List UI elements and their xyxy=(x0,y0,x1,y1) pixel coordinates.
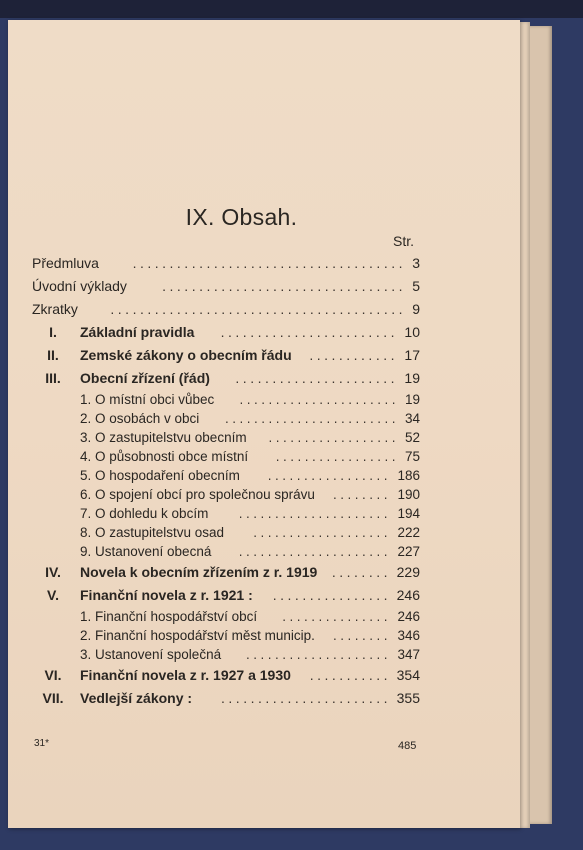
toc-entry-label: O působnosti obce místní xyxy=(95,449,249,464)
toc-entry-label: Předmluva xyxy=(32,255,99,271)
toc-entry xyxy=(32,447,420,466)
toc-entry-page: 246 xyxy=(396,587,420,603)
toc-leader-dots: ...................... xyxy=(239,392,399,407)
toc-entry-page: 75 xyxy=(404,449,420,464)
signature-mark: 31* xyxy=(34,738,50,749)
toc-entry xyxy=(32,561,420,584)
toc-entry-page: 186 xyxy=(397,468,420,483)
toc-entry-label: Finanční novela z r. 1921 : xyxy=(80,587,253,603)
toc-entry-label: O osobách v obci xyxy=(95,411,200,426)
toc-entry xyxy=(32,584,420,607)
toc-leader-dots: ..................... xyxy=(238,544,391,559)
toc-entry xyxy=(32,367,420,390)
toc-leader-dots: ..................................... xyxy=(132,255,406,271)
toc-chapter-number: IV. xyxy=(45,564,61,580)
toc-entry xyxy=(32,485,420,504)
toc-entry-label: O hospodaření obecním xyxy=(95,468,240,483)
toc-entry-page: 19 xyxy=(404,370,420,386)
toc-entry-page: 354 xyxy=(396,667,420,683)
toc-entry-page: 246 xyxy=(397,609,420,624)
toc-chapter-number: III. xyxy=(45,370,61,386)
toc-entry-page: 355 xyxy=(396,690,420,706)
page-title: IX. Obsah. xyxy=(185,204,298,230)
toc-entry-label: O místní obci vůbec xyxy=(95,392,215,407)
toc-entry xyxy=(32,626,420,645)
toc-section-number: 1. xyxy=(80,609,92,624)
toc-entry-page: 52 xyxy=(404,430,420,445)
toc-entry-page: 346 xyxy=(397,628,420,643)
toc-leader-dots: ........................ xyxy=(224,411,399,426)
toc-entry-label: Základní pravidla xyxy=(80,324,195,340)
toc-entry-page: 227 xyxy=(397,544,420,559)
toc-entry-label: Finanční hospodářství obcí xyxy=(95,609,258,624)
toc-entry-label: Finanční hospodářství měst municip. xyxy=(95,628,315,643)
toc-entry-page: 194 xyxy=(397,506,420,521)
toc-entry-label: O spojení obcí pro společnou správu xyxy=(95,487,315,502)
toc-section-number: 3. xyxy=(80,647,92,662)
toc-entry xyxy=(32,607,420,626)
toc-entry-page: 5 xyxy=(412,278,420,294)
toc-leader-dots: ................................. xyxy=(162,278,406,294)
toc-section-number: 2. xyxy=(80,628,92,643)
toc-section-number: 5. xyxy=(80,468,92,483)
toc-entry-page: 190 xyxy=(397,487,420,502)
toc-entry-label: Vedlejší zákony : xyxy=(80,690,193,706)
toc-leader-dots: ................... xyxy=(253,525,391,540)
toc-leader-dots: ................ xyxy=(272,587,391,603)
toc-leader-dots: ........... xyxy=(309,667,391,683)
toc-leader-dots: ........................................ xyxy=(110,301,406,317)
toc-entry xyxy=(32,390,420,409)
toc-chapter-number: II. xyxy=(47,347,59,363)
toc-entry xyxy=(32,298,420,321)
toc-entry-label: Ustanovení společná xyxy=(95,647,222,662)
toc-entry-page: 3 xyxy=(412,255,420,271)
toc-entry-label: Obecní zřízení (řád) xyxy=(80,370,210,386)
toc-entry xyxy=(32,466,420,485)
toc-leader-dots: .................... xyxy=(245,647,391,662)
toc-entry xyxy=(32,409,420,428)
toc-entry-label: Zkratky xyxy=(32,301,78,317)
toc-entry-page: 229 xyxy=(396,564,420,580)
toc-leader-dots: .................. xyxy=(268,430,399,445)
toc-entry-page: 347 xyxy=(397,647,420,662)
toc-chapter-number: I. xyxy=(49,324,57,340)
toc-entry xyxy=(32,344,420,367)
page-number: 485 xyxy=(398,740,417,752)
toc-entry xyxy=(32,523,420,542)
book-page xyxy=(8,20,520,828)
toc-leader-dots: ........................ xyxy=(220,324,398,340)
toc-entry-page: 19 xyxy=(404,392,420,407)
toc-leader-dots: ..................... xyxy=(238,506,391,521)
toc-entry-label: O zastupitelstvu osad xyxy=(95,525,225,540)
toc-leader-dots: ............... xyxy=(282,609,391,624)
toc-section-number: 3. xyxy=(80,430,92,445)
toc-entry-label: Zemské zákony o obecním řádu xyxy=(80,347,292,363)
toc-entry xyxy=(32,428,420,447)
toc-entry xyxy=(32,275,420,298)
toc-entry xyxy=(32,542,420,561)
toc-chapter-number: VI. xyxy=(44,667,62,683)
toc-section-number: 8. xyxy=(80,525,92,540)
toc-chapter-number: VII. xyxy=(42,690,64,706)
toc-entry xyxy=(32,664,420,687)
toc-section-number: 2. xyxy=(80,411,92,426)
toc-section-number: 9. xyxy=(80,544,92,559)
toc-entry xyxy=(32,321,420,344)
toc-entry xyxy=(32,687,420,710)
toc-entry xyxy=(32,504,420,523)
toc-leader-dots: ................. xyxy=(275,449,399,464)
toc-leader-dots: ....................... xyxy=(221,690,391,706)
toc-entry-page: 9 xyxy=(412,301,420,317)
toc-leader-dots: ...................... xyxy=(235,370,398,386)
toc-leader-dots: ............ xyxy=(309,347,398,363)
toc-entry-label: Finanční novela z r. 1927 a 1930 xyxy=(80,667,291,683)
toc-entry-page: 34 xyxy=(404,411,420,426)
toc-entry-page: 10 xyxy=(404,324,420,340)
page-column-header: Str. xyxy=(392,233,414,249)
toc-entry-label: Novela k obecním zřízením z r. 1919 xyxy=(80,564,318,580)
toc-entry-label: O zastupitelstvu obecním xyxy=(95,430,247,445)
toc-leader-dots: ........ xyxy=(331,564,391,580)
toc-leader-dots: ........ xyxy=(332,487,391,502)
toc-entry-page: 222 xyxy=(397,525,420,540)
toc-entry-label: Úvodní výklady xyxy=(32,278,127,294)
toc-section-number: 7. xyxy=(80,506,92,521)
toc-chapter-number: V. xyxy=(47,587,59,603)
toc-entry-label: O dohledu k obcím xyxy=(95,506,209,521)
toc-section-number: 6. xyxy=(80,487,92,502)
toc-section-number: 1. xyxy=(80,392,92,407)
toc-leader-dots: ................. xyxy=(267,468,391,483)
toc-leader-dots: ........ xyxy=(332,628,391,643)
table-of-contents xyxy=(32,252,420,710)
toc-entry xyxy=(32,252,420,275)
toc-entry-label: Ustanovení obecná xyxy=(95,544,212,559)
toc-entry xyxy=(32,645,420,664)
cover-top-edge xyxy=(0,0,583,18)
toc-section-number: 4. xyxy=(80,449,92,464)
toc-entry-page: 17 xyxy=(404,347,420,363)
